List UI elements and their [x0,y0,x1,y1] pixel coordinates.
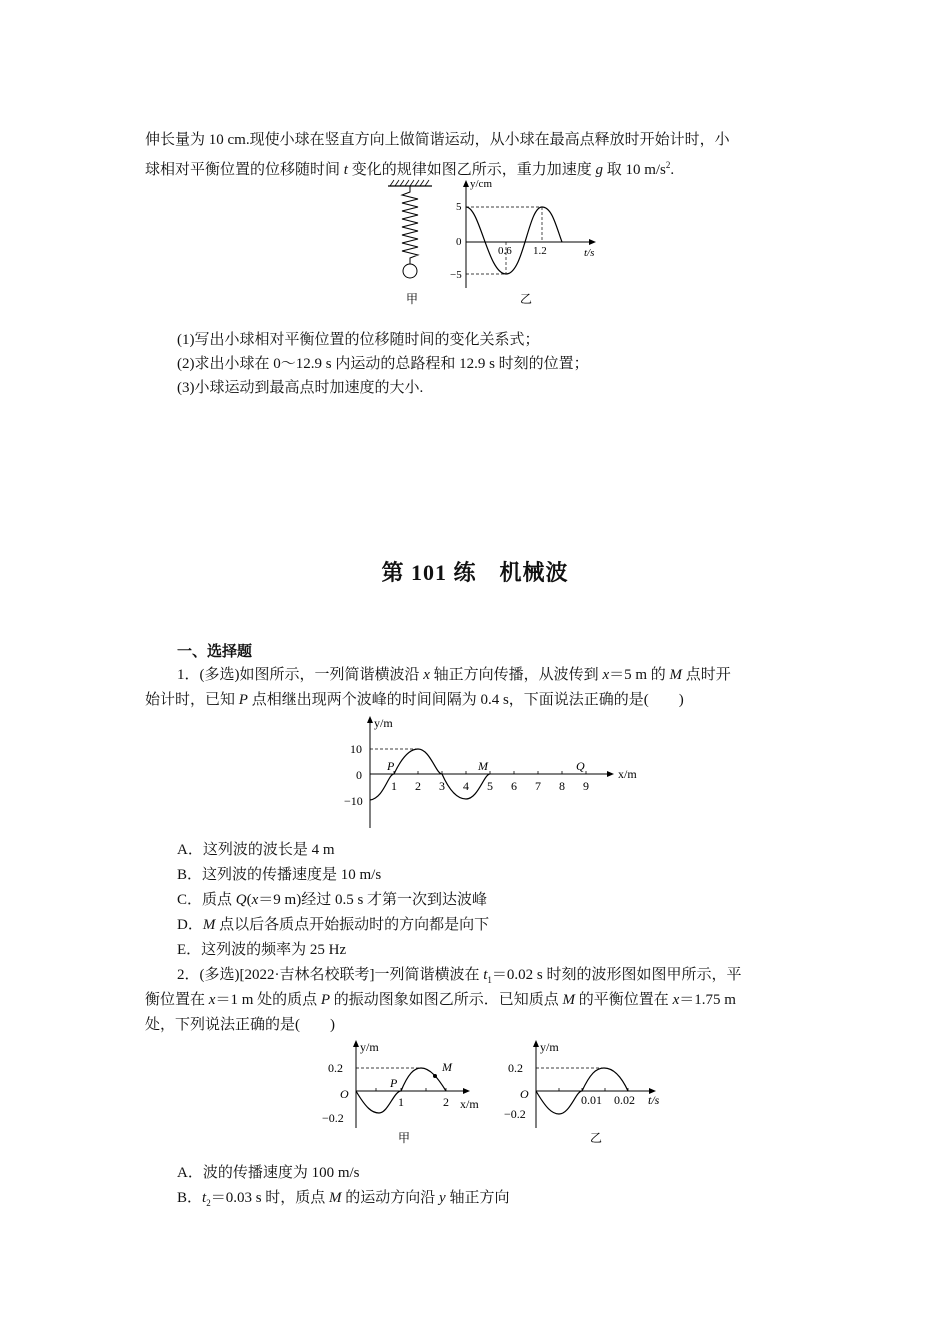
caption-left: 甲 [406,292,419,306]
svg-text:0.6: 0.6 [498,245,512,257]
p1-option-b: B．这列波的传播速度是 10 m/s [177,867,382,883]
p2-option-b: B．$t_2=0.03$ s 时，质点 M 的运动方向沿 y 轴正方向 [177,1190,510,1208]
svg-text:5: 5 [456,201,462,213]
svg-text:7: 7 [535,779,541,793]
svg-text:y/m: y/m [540,1040,559,1054]
svg-text:9: 9 [583,779,589,793]
intro-line-2: 球相对平衡位置的位移随时间 t 变化的规律如图乙所示，重力加速度 g 取 10 $m/s^2$. [145,160,675,178]
svg-text:0.02: 0.02 [614,1093,635,1107]
problem-2-line-3: 处，下列说法正确的是( ) [145,1017,335,1033]
svg-text:t/s: t/s [584,247,595,259]
intro-line-1: 伸长量为 10 cm.现使小球在竖直方向上做简谐运动，从小球在最高点释放时开始计时，小 [145,132,730,148]
problem-1-line-2: 始计时，已知 P 点相继出现两个波峰的时间间隔为 0.4 s，下面说法正确的是( ) [145,692,684,708]
svg-text:0.2: 0.2 [508,1061,523,1075]
svg-text:y/m: y/m [360,1040,379,1054]
svg-text:−5: −5 [450,269,462,281]
question-1: (1)写出小球相对平衡位置的位移随时间的变化关系式； [177,332,540,348]
svg-text:x/m: x/m [618,767,637,781]
svg-text:0: 0 [356,768,362,782]
spring [402,186,418,264]
svg-text:x/m: x/m [460,1097,479,1111]
wave-figure-2a [318,1036,498,1151]
svg-text:−0.2: −0.2 [322,1111,344,1125]
problem-2-line-1: 2．(多选)[2022·吉林名校联考]一列简谐横波在 $t_1=0.02$ s 时刻的波形图如图甲所示，平 [177,967,742,985]
svg-text:P: P [387,759,395,773]
wave-figure-2b [502,1036,682,1151]
svg-text:y/m: y/m [374,716,393,730]
svg-text:−10: −10 [344,794,363,808]
svg-text:O: O [520,1087,529,1101]
part-heading: 一、选择题 [177,644,253,660]
svg-text:t/s: t/s [648,1093,660,1107]
question-2: (2)求出小球在 0～12.9 s 内运动的总路程和 12.9 s 时刻的位置； [177,356,589,372]
p2-option-a: A．波的传播速度为 100 m/s [177,1165,360,1181]
svg-text:P: P [390,1076,398,1090]
svg-text:甲: 甲 [398,1131,411,1145]
section-title: 第 101 练 机械波 [381,560,569,585]
svg-text:Q: Q [576,759,585,773]
problem-2-line-2: 衡位置在 x＝1 m 处的质点 P 的振动图象如图乙所示．已知质点 M 的平衡位置在 x＝1.75 m [145,992,736,1008]
p1-option-c: C．质点 Q(x＝9 m)经过 0.5 s 才第一次到达波峰 [177,892,488,908]
svg-text:1: 1 [398,1095,404,1109]
svg-text:0: 0 [456,236,462,248]
question-3: (3)小球运动到最高点时加速度的大小. [177,380,424,396]
svg-text:5: 5 [487,779,493,793]
svg-text:2: 2 [415,779,421,793]
svg-text:M: M [442,1060,452,1074]
svg-text:2: 2 [443,1095,449,1109]
svg-text:10: 10 [350,742,362,756]
p1-option-d: D．M 点以后各质点开始振动时的方向都是向下 [177,917,490,933]
spring-oscillation-figure [380,176,610,311]
svg-text:0.2: 0.2 [328,1061,343,1075]
svg-text:1: 1 [391,779,397,793]
svg-text:M: M [478,759,488,773]
cosine-curve [466,207,562,274]
p1-option-e: E．这列波的频率为 25 Hz [177,942,347,958]
svg-text:乙: 乙 [590,1131,603,1145]
svg-text:−0.2: −0.2 [504,1107,526,1121]
svg-text:y/cm: y/cm [470,178,492,190]
svg-text:4: 4 [463,779,469,793]
svg-text:0.01: 0.01 [581,1093,602,1107]
ball [403,264,417,278]
p1-option-a: A．这列波的波长是 4 m [177,842,335,858]
svg-text:3: 3 [439,779,445,793]
problem-1-line-1: 1．(多选)如图所示，一列简谐横波沿 x 轴正方向传播，从波传到 x＝5 m 的 M 点时开 [177,667,731,683]
svg-text:8: 8 [559,779,565,793]
wave-figure-1 [338,712,648,832]
svg-text:6: 6 [511,779,517,793]
svg-text:1.2: 1.2 [533,245,547,257]
svg-text:O: O [340,1087,349,1101]
caption-right: 乙 [520,292,533,306]
